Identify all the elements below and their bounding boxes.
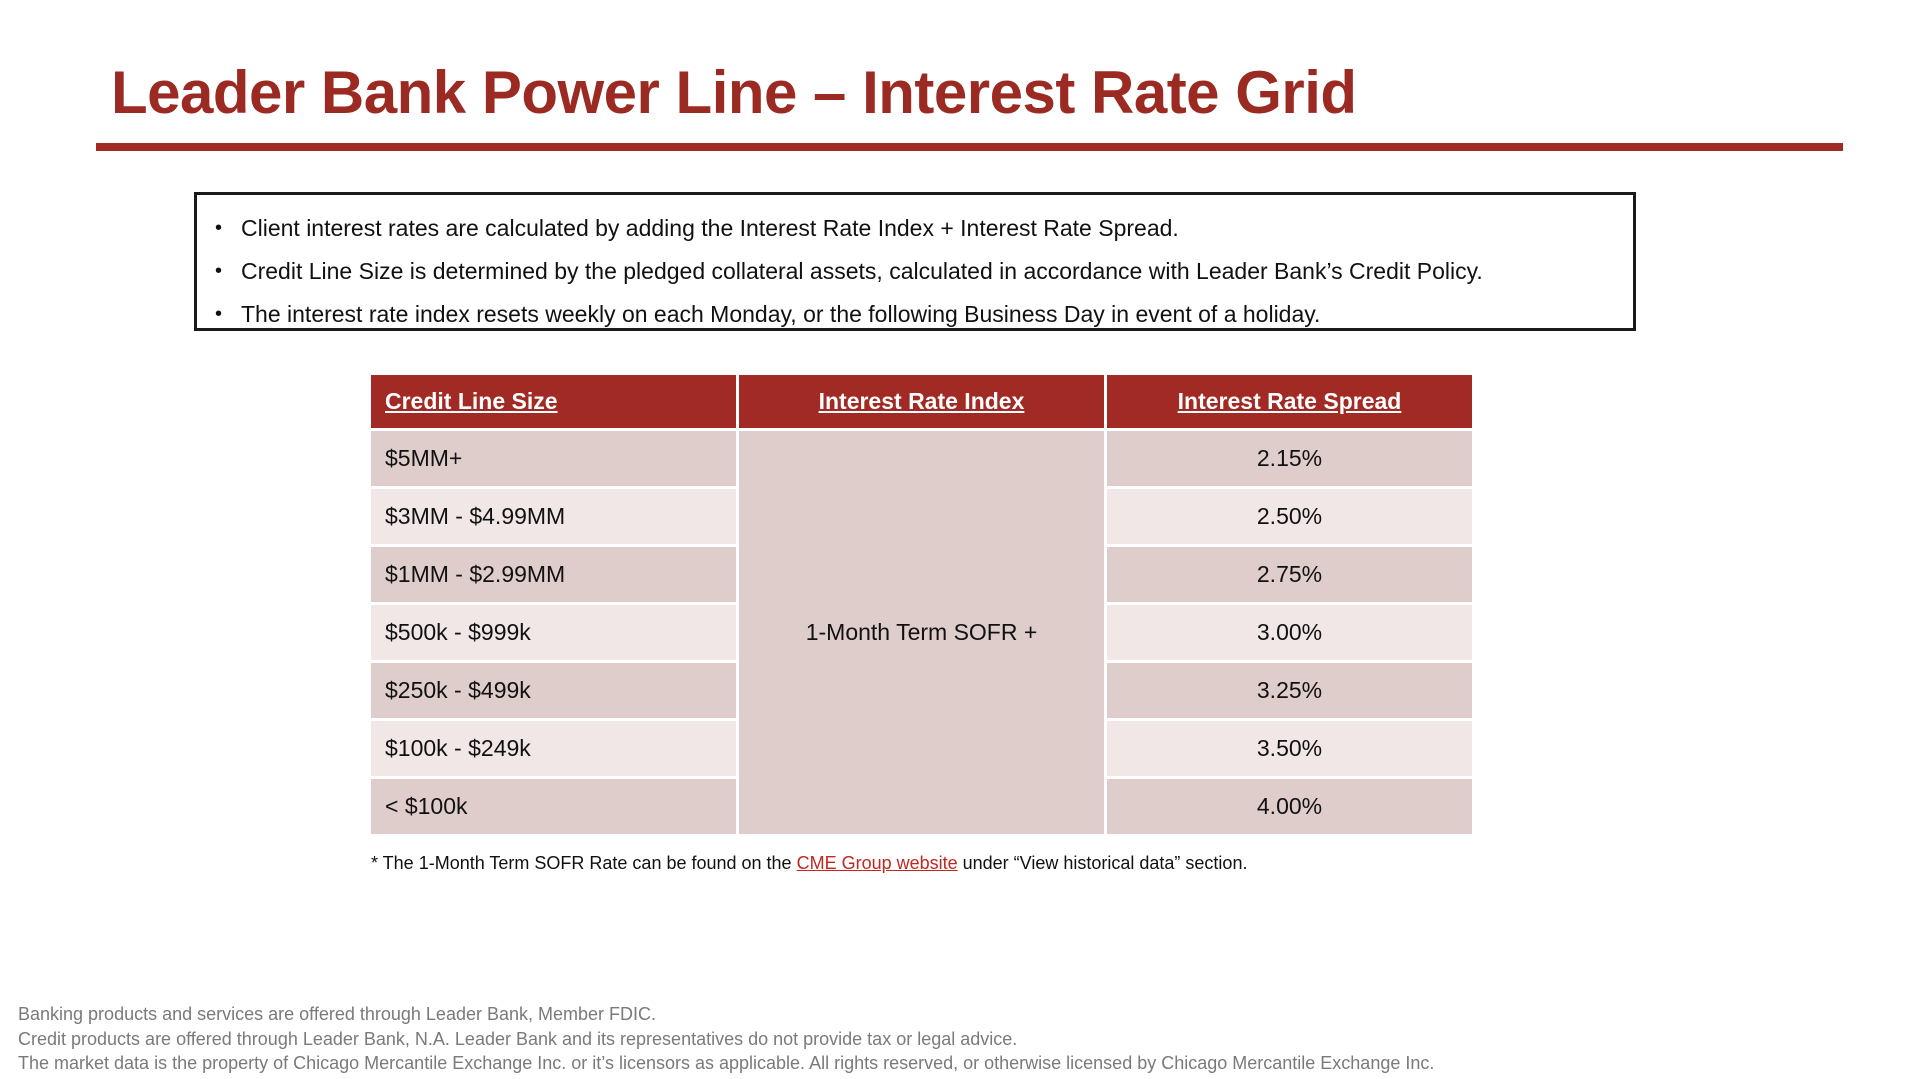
note-item: [207, 207, 1623, 250]
footnote-suffix: under “View historical data” section.: [957, 853, 1248, 873]
sofr-footnote: [371, 853, 1247, 874]
table-header-row: [371, 375, 1472, 428]
note-text: The interest rate index resets weekly on each Monday, or the following Business Day in event of a holiday.: [241, 301, 1321, 327]
title-divider: [96, 143, 1843, 151]
page-title: Leader Bank Power Line – Interest Rate Grid: [111, 59, 1357, 126]
credit-line-size-cell: < $100k: [371, 779, 736, 834]
bullet-icon: •: [215, 217, 223, 239]
cme-group-link[interactable]: CME Group website: [796, 853, 958, 873]
interest-rate-index-cell: 1-Month Term SOFR +: [739, 431, 1104, 834]
note-item: [207, 250, 1623, 293]
table-row: [371, 431, 1472, 486]
note-text: Client interest rates are calculated by adding the Interest Rate Index + Interest Rate Spread.: [241, 215, 1179, 241]
disclaimer-line: Credit products are offered through Leader Bank, N.A. Leader Bank and its representatives do not provide tax or legal advice.: [18, 1028, 1018, 1049]
note-item: [207, 293, 1623, 336]
notes-list: [207, 207, 1623, 336]
disclaimer-line: The market data is the property of Chicago Mercantile Exchange Inc. or it’s licensors as applicable. All rights reserved, or otherwise licensed by Chicago Mercantile Exchange Inc.: [18, 1053, 1435, 1073]
credit-line-size-cell: $250k - $499k: [371, 663, 736, 718]
header-interest-rate-spread: Interest Rate Spread: [1107, 375, 1472, 428]
bullet-icon: •: [215, 260, 223, 282]
spread-cell: 3.00%: [1107, 605, 1472, 660]
credit-line-size-cell: $100k - $249k: [371, 721, 736, 776]
legal-disclaimer: [18, 1002, 1434, 1076]
credit-line-size-cell: $5MM+: [371, 431, 736, 486]
header-credit-line-size: Credit Line Size: [371, 375, 736, 428]
spread-cell: 2.50%: [1107, 489, 1472, 544]
disclaimer-line: Banking products and services are offered through Leader Bank, Member FDIC.: [18, 1004, 657, 1024]
spread-cell: 3.50%: [1107, 721, 1472, 776]
credit-line-size-cell: $500k - $999k: [371, 605, 736, 660]
credit-line-size-cell: $3MM - $4.99MM: [371, 489, 736, 544]
credit-line-size-cell: $1MM - $2.99MM: [371, 547, 736, 602]
spread-cell: 2.75%: [1107, 547, 1472, 602]
notes-box: [194, 192, 1636, 331]
note-text: Credit Line Size is determined by the pledged collateral assets, calculated in accordance with Leader Bank’s Credit Policy.: [241, 258, 1483, 284]
header-interest-rate-index: Interest Rate Index: [739, 375, 1104, 428]
interest-rate-table: [368, 372, 1475, 837]
spread-cell: 2.15%: [1107, 431, 1472, 486]
footnote-prefix: * The 1-Month Term SOFR Rate can be found on the: [371, 853, 797, 873]
spread-cell: 3.25%: [1107, 663, 1472, 718]
spread-cell: 4.00%: [1107, 779, 1472, 834]
bullet-icon: •: [215, 303, 223, 325]
